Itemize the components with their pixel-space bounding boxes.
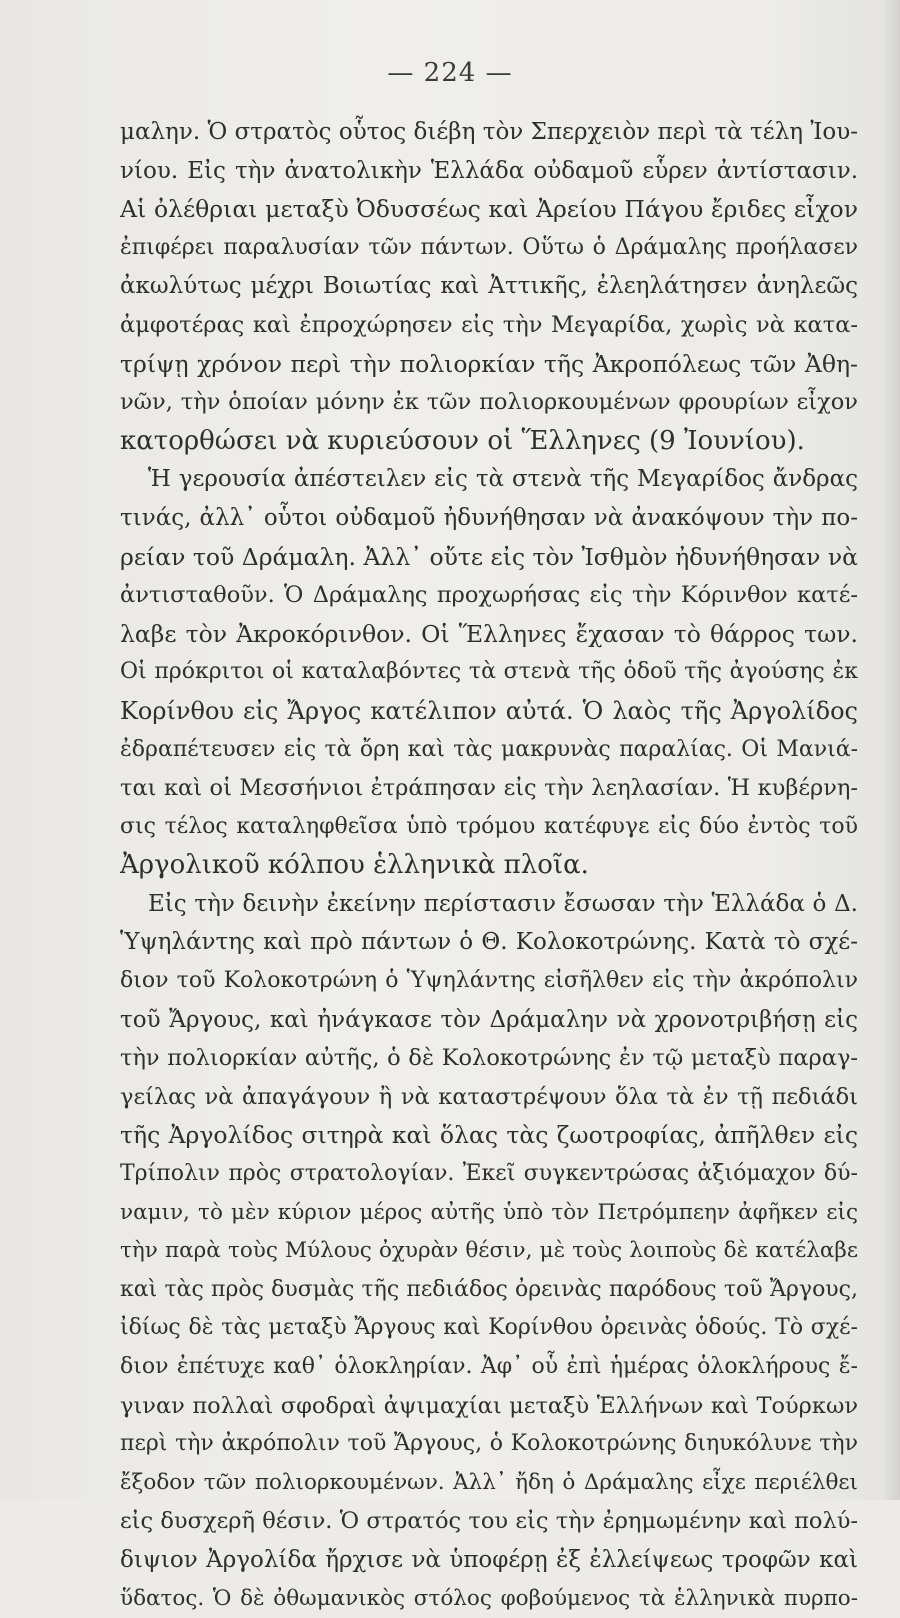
paragraph-start-line: Εἰς τὴν δεινὴν ἐκείνην περίστασιν ἔσωσαν τὴν Ἑλλάδα ὁ Δ.: [148, 890, 858, 917]
text-line: καὶ τὰς πρὸς δυσμὰς τῆς πεδιάδος ὀρεινὰς παρόδους τοῦ Ἄργους,: [120, 1276, 858, 1302]
text-line: περὶ τὴν ἀκρόπολιν τοῦ Ἄργους, ὁ Κολοκοτρώνης διηυκόλυνε τὴν: [120, 1431, 858, 1457]
text-line: ἐπιφέρει παραλυσίαν τῶν πάντων. Οὕτω ὁ Δράμαλης προήλασεν: [120, 234, 858, 260]
text-line: Κορίνθου εἰς Ἄργος κατέλιπον αὐτά. Ὁ λαὸς τῆς Ἀργολίδος: [120, 696, 858, 725]
text-line: τῆς Ἀργολίδος σιτηρὰ καὶ ὅλας τὰς ζωοτροφίας, ἀπῆλθεν εἰς: [120, 1121, 858, 1150]
text-line: ρείαν τοῦ Δράμαλη. Ἀλλ᾽ οὔτε εἰς τὸν Ἰσθμὸν ἠδυνήθησαν νὰ: [120, 542, 858, 571]
text-line: λαβε τὸν Ἀκροκόρινθον. Οἱ Ἕλληνες ἔχασαν τὸ θάρρος των.: [120, 619, 858, 648]
text-line: μαλην. Ὁ στρατὸς οὗτος διέβη τὸν Σπερχειὸν περὶ τὰ τέλη Ἰου-: [120, 119, 858, 145]
text-line: τὴν παρὰ τοὺς Μύλους ὀχυρὰν θέσιν, μὲ τοὺς λοιποὺς δὲ κατέλαβε: [120, 1238, 858, 1264]
page-edge-shadow: [882, 0, 900, 1500]
body-text: [120, 113, 858, 1618]
text-line: εἰς δυσχερῆ θέσιν. Ὁ στρατός του εἰς τὴν ἐρημωμένην καὶ πολύ-: [120, 1508, 858, 1535]
text-line: κατορθώσει νὰ κυριεύσουν οἱ Ἕλληνες (9 Ἰουνίου).: [120, 425, 805, 456]
text-line: ἐδραπέτευσεν εἰς τὰ ὄρη καὶ τὰς μακρυνὰς παραλίας. Οἱ Μανιά-: [120, 736, 858, 762]
text-line: Αἱ ὀλέθριαι μεταξὺ Ὀδυσσέως καὶ Ἀρείου Πάγου ἔριδες εἶχον: [120, 195, 858, 224]
text-line: ται καὶ οἱ Μεσσήνιοι ἐτράπησαν εἰς τὴν λεηλασίαν. Ἡ κυβέρνη-: [120, 775, 858, 802]
text-line: ἀμφοτέρας καὶ ἐπροχώρησεν εἰς τὴν Μεγαρίδα, χωρὶς νὰ κατα-: [120, 311, 858, 338]
text-line: Ἀργολικοῦ κόλπου ἑλληνικὰ πλοῖα.: [120, 850, 589, 881]
text-line: ἀντισταθοῦν. Ὁ Δράμαλης προχωρήσας εἰς τὴν Κόρινθον κατέ-: [120, 582, 858, 609]
text-line: ὕδατος. Ὁ δὲ ὀθωμανικὸς στόλος φοβούμενος τὰ ἑλληνικὰ πυρπο-: [120, 1585, 858, 1611]
text-line: γιναν πολλαὶ σφοδραὶ ἀψιμαχίαι μεταξὺ Ἑλλήνων καὶ Τούρκων: [120, 1392, 858, 1419]
text-line: τινάς, ἀλλ᾽ οὗτοι οὐδαμοῦ ἠδυνήθησαν νὰ ἀνακόψουν τὴν πο-: [120, 504, 858, 531]
text-line: ἰδίως δὲ τὰς μεταξὺ Ἄργους καὶ Κορίνθου ὀρεινὰς ὁδούς. Τὸ σχέ-: [120, 1315, 858, 1341]
text-line: διψιον Ἀργολίδα ἤρχισε νὰ ὑποφέρῃ ἐξ ἐλλείψεως τροφῶν καὶ: [120, 1546, 858, 1573]
text-line: διον ἐπέτυχε καθ᾽ ὁλοκληρίαν. Ἀφ᾽ οὗ ἐπὶ ἡμέρας ὁλοκλήρους ἔ-: [120, 1354, 858, 1379]
text-line: τὴν πολιορκίαν αὐτῆς, ὁ δὲ Κολοκοτρώνης ἐν τῷ μεταξὺ παραγ-: [120, 1045, 858, 1072]
text-line: τοῦ Ἄργους, καὶ ἠνάγκασε τὸν Δράμαλην νὰ χρονοτριβήσῃ εἰς: [120, 1006, 858, 1033]
text-line: γείλας νὰ ἀπαγάγουν ἢ νὰ καταστρέψουν ὅλα τὰ ἐν τῇ πεδιάδι: [120, 1083, 858, 1110]
text-line: ναμιν, τὸ μὲν κύριον μέρος αὐτῆς ὑπὸ τὸν Πετρόμπεην ἀφῆκεν εἰς: [120, 1199, 858, 1225]
text-line: νῶν, τὴν ὁποίαν μόνην ἐκ τῶν πολιορκουμένων φρουρίων εἶχον: [120, 389, 858, 416]
text-line: Οἱ πρόκριτοι οἱ καταλαβόντες τὰ στενὰ τῆς ὁδοῦ τῆς ἀγούσης ἐκ: [120, 659, 858, 685]
text-line: Τρίπολιν πρὸς στρατολογίαν. Ἐκεῖ συγκεντρώσας ἀξιόμαχον δύ-: [120, 1161, 858, 1187]
page-number: — 224 —: [387, 58, 513, 88]
text-line: ἀκωλύτως μέχρι Βοιωτίας καὶ Ἀττικῆς, ἐλεηλάτησεν ἀνηλεῶς: [120, 273, 858, 300]
text-line: νίου. Εἰς τὴν ἀνατολικὴν Ἑλλάδα οὐδαμοῦ εὗρεν ἀντίστασιν.: [120, 157, 858, 184]
text-line: ἔξοδον τῶν πολιορκουμένων. Ἀλλ᾽ ἤδη ὁ Δράμαλης εἶχε περιέλθει: [120, 1469, 858, 1495]
text-line: διον τοῦ Κολοκοτρώνη ὁ Ὑψηλάντης εἰσῆλθεν εἰς τὴν ἀκρόπολιν: [120, 968, 858, 994]
text-line: σις τέλος καταληφθεῖσα ὑπὸ τρόμου κατέφυγε εἰς δύο ἐντὸς τοῦ: [120, 813, 858, 839]
paragraph-start-line: Ἡ γερουσία ἀπέστειλεν εἰς τὰ στενὰ τῆς Μεγαρίδος ἄνδρας: [148, 466, 858, 493]
text-line: Ὑψηλάντης καὶ πρὸ πάντων ὁ Θ. Κολοκοτρώνης. Κατὰ τὸ σχέ-: [120, 929, 858, 956]
text-line: τρίψῃ χρόνον περὶ τὴν πολιορκίαν τῆς Ἀκροπόλεως τῶν Ἀθη-: [120, 349, 858, 378]
